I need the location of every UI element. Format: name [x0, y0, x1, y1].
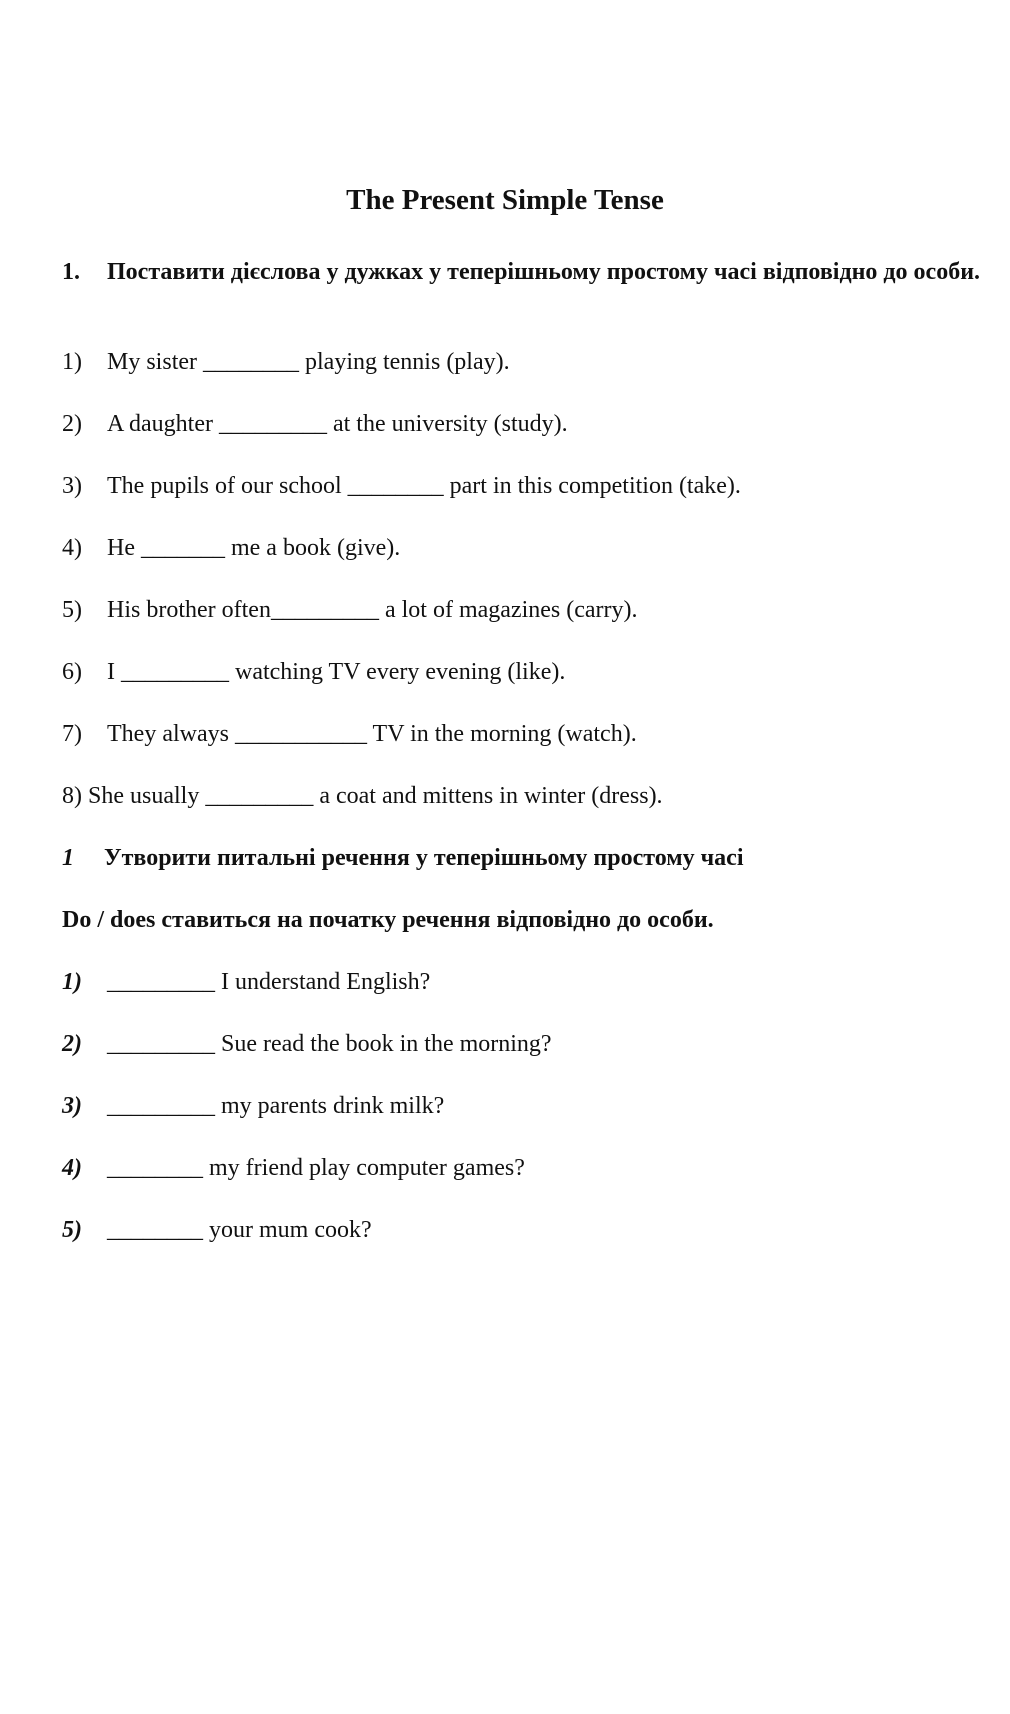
answer-blank[interactable]: _________: [270, 597, 379, 623]
item-number: 5): [62, 597, 82, 623]
item-text-after: Sue read the book in the morning?: [215, 1031, 552, 1057]
item-number: 4): [62, 535, 82, 561]
answer-blank[interactable]: _________: [107, 969, 215, 995]
task1-heading: [62, 255, 1002, 289]
item-number: 7): [62, 721, 82, 747]
item-text-before: He: [107, 535, 141, 561]
answer-blank[interactable]: _________: [121, 659, 229, 685]
item-text-before: His brother often: [107, 597, 271, 623]
item-text-before: My sister: [107, 349, 203, 375]
item-text-after: a lot of magazines (carry).: [378, 597, 638, 623]
task1-item-7: [62, 719, 637, 749]
task2-item-1: [62, 967, 430, 997]
item-text-after: I understand English?: [215, 969, 431, 995]
task2-item-2: [62, 1029, 552, 1059]
task1-item-3: [62, 471, 741, 501]
answer-blank[interactable]: _______: [140, 535, 225, 561]
item-number: 2): [62, 411, 82, 437]
task1-item-6: [62, 657, 565, 687]
item-number: 2): [62, 1031, 82, 1057]
item-text-before: I: [107, 659, 121, 685]
answer-blank[interactable]: _________: [107, 1031, 215, 1057]
item-text-before: A daughter: [107, 411, 219, 437]
answer-blank[interactable]: _________: [205, 783, 314, 809]
task2-item-3: [62, 1091, 444, 1121]
item-number: 5): [62, 1217, 82, 1243]
task2-heading: [62, 843, 743, 873]
task2-note: Do / does ставиться на початку речення відповідно до особи.: [62, 907, 714, 933]
task1-item-5: [62, 595, 638, 625]
answer-blank[interactable]: ________: [203, 349, 299, 375]
item-text-after: me a book (give).: [224, 535, 401, 561]
item-number: 8): [62, 783, 82, 809]
answer-blank[interactable]: ________: [107, 1155, 203, 1181]
task1-item-2: [62, 409, 568, 439]
task1-item-1: [62, 347, 510, 377]
item-text-after: TV in the morning (watch).: [366, 721, 637, 747]
item-text-after: my parents drink milk?: [215, 1093, 445, 1119]
item-text-after: at the university (study).: [326, 411, 568, 437]
item-text-before: She usually: [88, 783, 206, 809]
item-number: 1): [62, 349, 82, 375]
item-number: 3): [62, 1093, 82, 1119]
task1-instruction: Поставити дієслова у дужках у теперішньому простому часі відповідно до особи.: [107, 259, 981, 285]
item-number: 1): [62, 969, 82, 995]
item-text-before: The pupils of our school: [107, 473, 348, 499]
item-text-after: watching TV every evening (like).: [229, 659, 566, 685]
task2-item-4: [62, 1153, 525, 1183]
answer-blank[interactable]: ________: [347, 473, 444, 499]
item-text-before: They always: [107, 721, 235, 747]
item-number: 4): [62, 1155, 82, 1181]
task2-number: 1: [62, 845, 74, 871]
answer-blank[interactable]: ________: [107, 1217, 203, 1243]
answer-blank[interactable]: ___________: [234, 721, 367, 747]
item-text-after: your mum cook?: [203, 1217, 372, 1243]
item-number: 6): [62, 659, 82, 685]
answer-blank[interactable]: _________: [218, 411, 327, 437]
page-title: The Present Simple Tense: [346, 184, 664, 216]
task2-instruction: Утворити питальні речення у теперішньому простому часі: [104, 845, 744, 871]
task1-number: 1.: [62, 259, 80, 285]
task1-item-8: [62, 781, 663, 811]
item-number: 3): [62, 473, 82, 499]
answer-blank[interactable]: _________: [107, 1093, 215, 1119]
task1-item-4: [62, 533, 400, 563]
item-text-after: a coat and mittens in winter (dress).: [313, 783, 663, 809]
item-text-after: my friend play computer games?: [203, 1155, 525, 1181]
item-text-after: part in this competition (take).: [443, 473, 741, 499]
task2-item-5: [62, 1215, 372, 1245]
item-text-after: playing tennis (play).: [299, 349, 510, 375]
